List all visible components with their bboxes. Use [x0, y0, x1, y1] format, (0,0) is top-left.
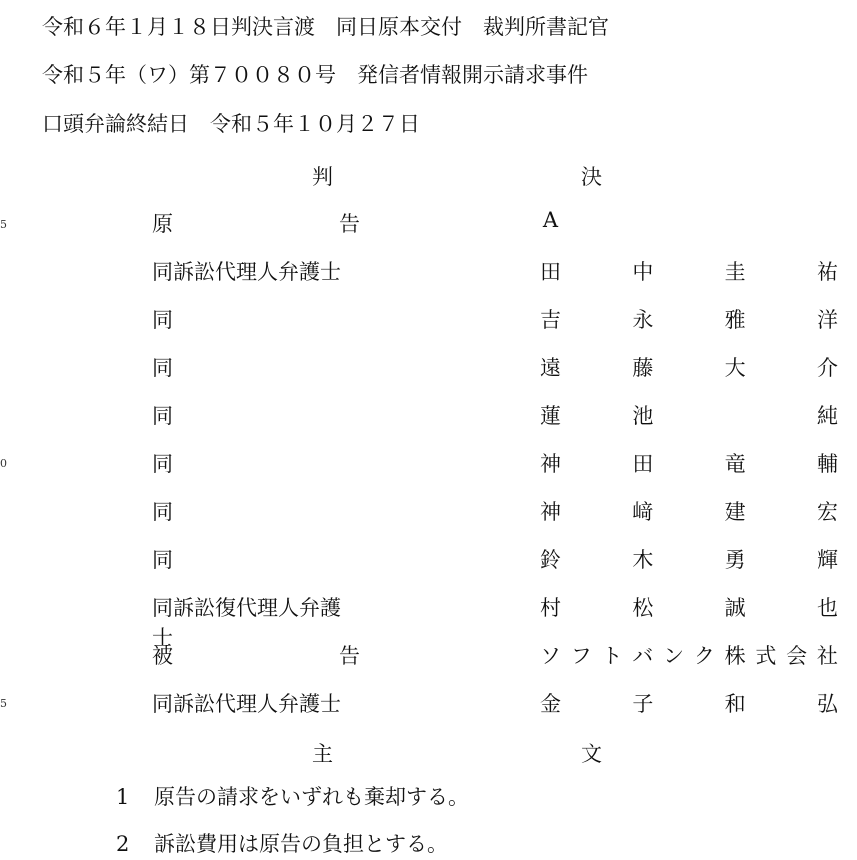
party-name-char: ソ	[540, 644, 561, 668]
ruling-item-text: 原告の請求をいずれも棄却する。	[154, 785, 469, 809]
party-name-char: 雅	[724, 308, 746, 332]
party-role	[152, 448, 360, 478]
party-row	[152, 640, 842, 666]
party-name-char	[725, 400, 746, 430]
party-name-char: 和	[724, 692, 746, 716]
party-name	[540, 448, 838, 478]
party-row	[152, 448, 842, 474]
party-name-char: 誠	[724, 596, 746, 620]
party-name	[540, 400, 838, 430]
main-heading-char: 主	[312, 742, 333, 766]
party-role	[152, 256, 360, 286]
judgment-heading	[312, 161, 602, 191]
party-row	[152, 400, 842, 426]
party-name-char: 藤	[632, 356, 654, 380]
party-name-char: 﨑	[632, 500, 654, 524]
party-name-char: 会	[786, 644, 808, 668]
main-text-heading	[312, 738, 602, 768]
party-name-char: 神	[540, 500, 561, 524]
party-role-text: 同	[152, 356, 173, 380]
party-row	[152, 256, 842, 282]
party-role	[152, 208, 360, 238]
party-name-char: 松	[632, 596, 654, 620]
party-role-text: 同	[152, 404, 173, 428]
ruling-item-number: 1	[116, 785, 130, 809]
party-name-char: 竜	[724, 452, 746, 476]
header-line-hearing-end: 口頭弁論終結日 令和５年１０月２７日	[42, 112, 420, 136]
party-row	[152, 208, 842, 234]
party-name	[540, 544, 838, 574]
party-name-char: 池	[632, 404, 654, 428]
party-role-text: 同	[152, 308, 173, 332]
party-name	[540, 496, 838, 526]
party-row	[152, 544, 842, 570]
party-name-char: 勇	[724, 548, 746, 572]
party-name-char: 也	[816, 596, 838, 620]
party-name-char: フ	[570, 644, 592, 668]
party-name-char: 田	[540, 260, 561, 284]
party-role-text: 同訴訟復代理人弁護士	[152, 596, 341, 650]
ruling-item-number: 2	[116, 832, 130, 856]
party-name-char: 洋	[816, 308, 838, 332]
party-role-text: 告	[339, 644, 360, 668]
party-role	[152, 496, 360, 526]
party-name-char: 金	[540, 692, 561, 716]
party-row	[152, 496, 842, 522]
party-name	[540, 256, 838, 286]
party-name-char: 祐	[816, 260, 838, 284]
party-name-char: 神	[540, 452, 561, 476]
main-heading-char: 文	[581, 742, 602, 766]
party-role	[152, 544, 360, 574]
party-role	[152, 400, 360, 430]
party-role-text: 被	[152, 644, 173, 668]
party-role-text: 同訴訟代理人弁護士	[152, 692, 341, 716]
party-role	[152, 304, 360, 334]
party-name-char: A	[542, 208, 559, 232]
party-name-char: 木	[632, 548, 654, 572]
party-role-text: 原	[152, 212, 173, 236]
party-row	[152, 304, 842, 330]
party-name-char: 田	[632, 452, 654, 476]
party-row	[152, 352, 842, 378]
party-name	[540, 640, 838, 670]
party-name-char: 輔	[816, 452, 838, 476]
party-name	[540, 592, 838, 622]
party-name-char: 圭	[724, 260, 746, 284]
header-line-date-clerk: 令和６年１月１８日判決言渡 同日原本交付 裁判所書記官	[42, 15, 609, 39]
party-name-char: 鈴	[540, 548, 561, 572]
party-name	[540, 688, 838, 718]
ruling-item	[116, 787, 469, 808]
line-number: 0	[0, 457, 7, 470]
party-role	[152, 640, 360, 670]
party-name-char: 大	[724, 356, 746, 380]
party-role-text: 同訴訟代理人弁護士	[152, 260, 341, 284]
line-number: 5	[0, 697, 7, 710]
party-name-char: 弘	[816, 692, 838, 716]
party-name-char: 永	[632, 308, 654, 332]
party-name-char: 吉	[540, 308, 561, 332]
judgment-heading-char: 判	[312, 165, 333, 189]
ruling-item	[116, 834, 448, 855]
party-role	[152, 688, 360, 718]
party-name-char: 遠	[540, 356, 561, 380]
party-role-text: 同	[152, 452, 173, 476]
line-number: 5	[0, 218, 7, 231]
party-name-char: 社	[816, 644, 838, 668]
party-name-char: 輝	[816, 548, 838, 572]
party-role-text: 告	[339, 212, 360, 236]
party-name	[540, 304, 838, 334]
party-name-char: バ	[632, 644, 654, 668]
party-name-char: 宏	[816, 500, 838, 524]
party-name-char: 子	[632, 692, 654, 716]
party-name-char: 建	[724, 500, 746, 524]
party-name-char: 蓮	[540, 404, 561, 428]
party-name-char: 純	[816, 404, 838, 428]
party-name	[540, 352, 838, 382]
party-name-char: 株	[724, 644, 746, 668]
party-role	[152, 352, 360, 382]
party-name-char: ン	[663, 644, 685, 668]
party-role-text: 同	[152, 500, 173, 524]
party-name-char: 村	[540, 596, 561, 620]
party-row	[152, 688, 842, 714]
party-name-char: 介	[816, 356, 838, 380]
ruling-item-text: 訴訟費用は原告の負担とする。	[154, 832, 448, 856]
judgment-heading-char: 決	[581, 165, 602, 189]
party-name-char: ト	[601, 644, 623, 668]
party-role-text: 同	[152, 548, 173, 572]
party-row	[152, 592, 842, 650]
party-name-char: ク	[693, 644, 715, 668]
party-name-char: 中	[632, 260, 654, 284]
party-name	[540, 208, 838, 232]
party-name-char: 式	[755, 644, 777, 668]
header-line-case-number: 令和５年（ワ）第７００８０号 発信者情報開示請求事件	[42, 63, 588, 87]
